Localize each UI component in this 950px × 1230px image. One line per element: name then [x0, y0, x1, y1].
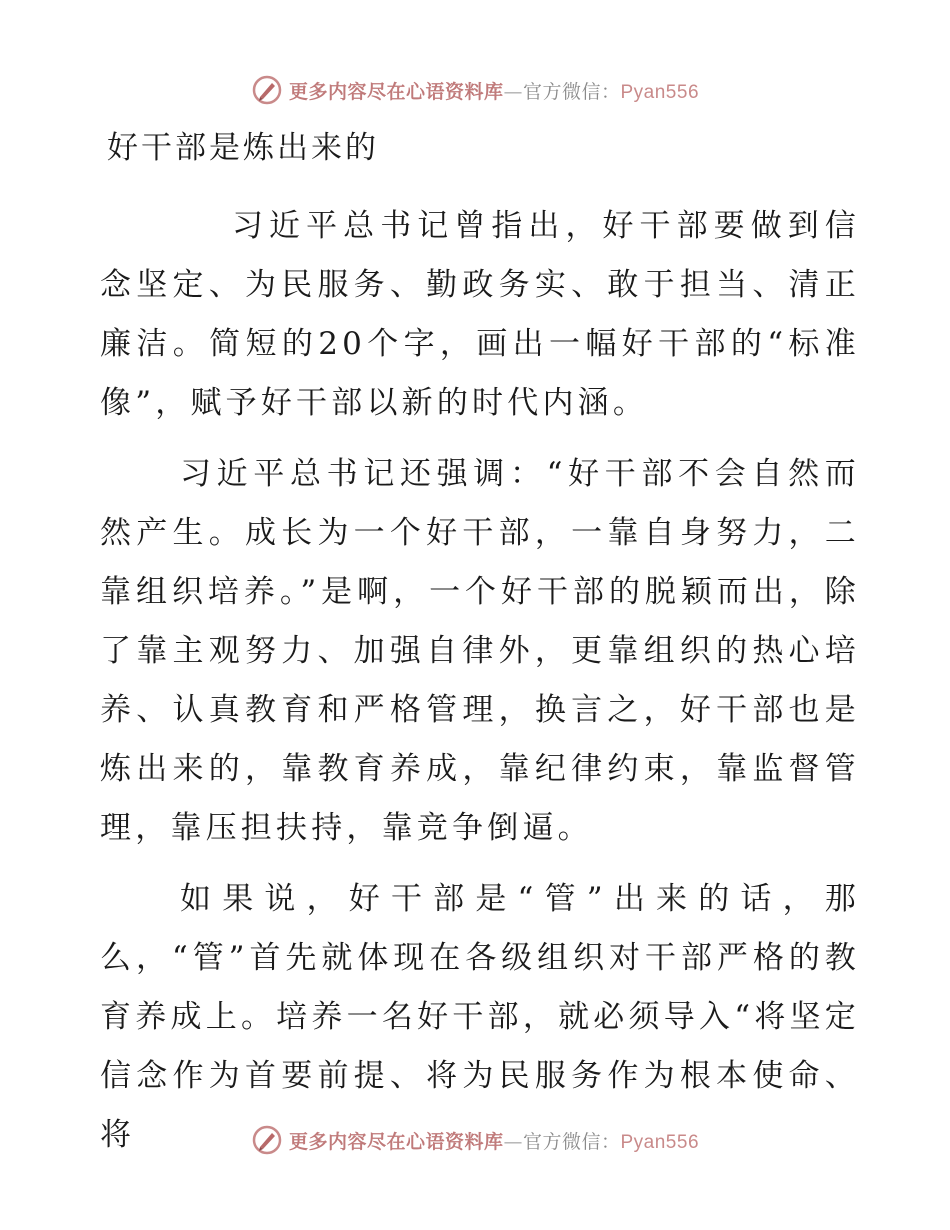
watermark-official-label: 官方微信：	[522, 1130, 621, 1153]
watermark-brand: 更多内容尽在心语资料库	[288, 80, 504, 103]
footer-watermark	[0, 1120, 950, 1160]
watermark-text	[289, 77, 699, 104]
document-title: 好干部是炼出来的	[107, 130, 379, 166]
watermark-official-label: 官方微信：	[522, 80, 621, 103]
watermark-text	[289, 1127, 699, 1154]
paragraph: 习近平总书记还强调：“好干部不会自然而然产生。成长为一个好干部，一靠自身努力，二靠组织培养。”是啊，一个好干部的脱颖而出，除了靠主观努力、加强自律外，更靠组织的热心培养、认真教育和严格管理，换言之，好干部也是炼出来的，靠教育养成，靠纪律约束，靠监督管理，靠压担扶持，靠竞争倒逼。	[100, 456, 860, 846]
paragraph: 如果说，好干部是“管”出来的话，那么，“管”首先就体现在各级组织对干部严格的教育养成上。培养一名好干部，就必须导入“将坚定信念作为首要前提、将为民服务作为根本使命、将	[100, 881, 860, 1153]
header-watermark	[0, 70, 950, 110]
pen-logo-icon	[251, 1124, 283, 1156]
watermark-dash: —	[503, 80, 523, 103]
watermark-brand: 更多内容尽在心语资料库	[288, 1130, 504, 1153]
paragraph: 习近平总书记曾指出，好干部要做到信念坚定、为民服务、勤政务实、敢于担当、清正廉洁。简短的20个字，画出一幅好干部的“标准像”，赋予好干部以新的时代内涵。	[100, 208, 860, 421]
watermark-account: Pyan556	[620, 81, 700, 103]
watermark-account: Pyan556	[620, 1131, 700, 1153]
watermark-dash: —	[503, 1130, 523, 1153]
document-body	[100, 197, 860, 1177]
pen-logo-icon	[251, 74, 283, 106]
